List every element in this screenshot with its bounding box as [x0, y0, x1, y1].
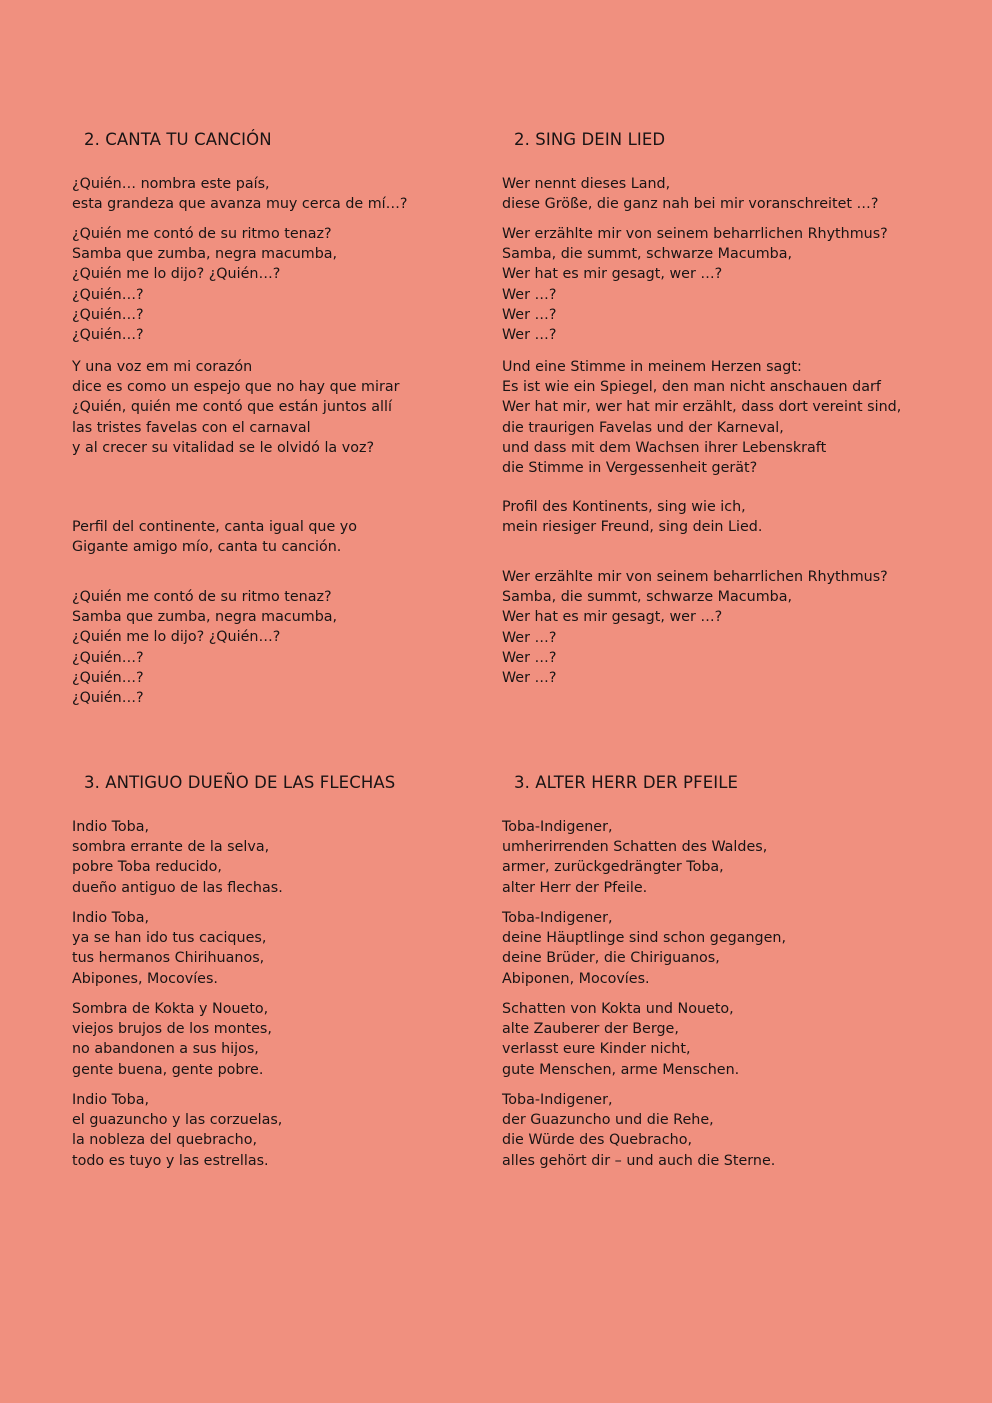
song2-es-title: 2. CANTA TU CANCIÓN	[84, 130, 272, 149]
stanza	[72, 999, 272, 1080]
stanza	[72, 587, 337, 708]
lyric-line: Sombra de Kokta y Noueto,	[72, 1001, 269, 1017]
lyric-line: Schatten von Kokta und Noueto,	[502, 1001, 734, 1017]
lyric-line: no abandonen a sus hijos,	[72, 1041, 259, 1058]
lyric-line: Es ist wie ein Spiegel, den man nicht anschauen darf	[502, 379, 881, 396]
lyric-line: Wer …?	[502, 326, 557, 343]
lyric-line: Indio Toba,	[72, 819, 150, 835]
stanza	[502, 817, 767, 898]
stanza	[502, 1090, 775, 1171]
lyric-line: Gigante amigo mío, canta tu canción.	[72, 539, 342, 556]
lyric-line: Wer erzählte mir von seinem beharrlichen Rhythmus?	[502, 226, 888, 242]
lyric-line: Samba que zumba, negra macumba,	[72, 246, 338, 263]
stanza	[502, 567, 888, 688]
song3-es-title: 3. ANTIGUO DUEÑO DE LAS FLECHAS	[84, 773, 396, 792]
song2-es-column	[72, 130, 472, 706]
lyric-line: Wer …?	[502, 306, 557, 323]
lyric-line: und dass mit dem Wachsen ihrer Lebenskraft	[502, 439, 827, 456]
lyric-line: deine Häuptlinge sind schon gegangen,	[502, 930, 786, 947]
lyric-line: Y una voz em mi corazón	[72, 359, 253, 375]
lyric-line: die Würde des Quebracho,	[502, 1132, 693, 1149]
stanza	[72, 174, 408, 214]
lyric-line: Wer hat mir, wer hat mir erzählt, dass dort vereint sind,	[502, 399, 902, 416]
stanza	[502, 497, 762, 537]
song2-de-title: 2. SING DEIN LIED	[514, 130, 666, 149]
lyric-line: Wer hat es mir gesagt, wer …?	[502, 609, 723, 626]
lyric-line: mein riesiger Freund, sing dein Lied.	[502, 519, 763, 536]
lyric-line: ¿Quién me lo dijo? ¿Quién…?	[72, 629, 281, 646]
lyric-line: Indio Toba,	[72, 910, 150, 926]
lyric-line: die traurigen Favelas und der Karneval,	[502, 419, 784, 436]
lyric-line: viejos brujos de los montes,	[72, 1021, 272, 1038]
lyric-line: Indio Toba,	[72, 1092, 150, 1108]
lyric-line: Wer erzählte mir von seinem beharrlichen Rhythmus?	[502, 569, 888, 585]
lyric-line: der Guazuncho und die Rehe,	[502, 1112, 714, 1129]
lyric-line: armer, zurückgedrängter Toba,	[502, 859, 724, 876]
lyric-line: Samba que zumba, negra macumba,	[72, 609, 338, 626]
lyric-line: ¿Quién…?	[72, 326, 144, 343]
lyric-line: Abipones, Mocovíes.	[72, 970, 218, 987]
lyric-line: ¿Quién…?	[72, 649, 144, 666]
lyric-line: die Stimme in Vergessenheit gerät?	[502, 459, 758, 476]
lyric-line: diese Größe, die ganz nah bei mir voranschreitet …?	[502, 196, 879, 213]
stanza	[502, 174, 878, 214]
stanza	[72, 357, 399, 458]
lyric-line: Wer …?	[502, 629, 557, 646]
stanza	[502, 908, 786, 989]
lyric-line: Wer …?	[502, 649, 557, 666]
lyric-line: pobre Toba reducido,	[72, 859, 222, 876]
stanza	[72, 224, 337, 345]
lyric-line: Samba, die summt, schwarze Macumba,	[502, 246, 793, 263]
lyric-line: las tristes favelas con el carnaval	[72, 419, 311, 436]
lyric-line: Wer …?	[502, 669, 557, 686]
stanza	[72, 1090, 282, 1171]
lyric-line: Perfil del continente, canta igual que yo	[72, 519, 358, 535]
lyric-line: ¿Quién…?	[72, 286, 144, 303]
lyric-line: Wer hat es mir gesagt, wer …?	[502, 266, 723, 283]
lyric-line: ya se han ido tus caciques,	[72, 930, 267, 947]
lyric-line: dueño antiguo de las flechas.	[72, 879, 283, 896]
lyric-line: el guazuncho y las corzuelas,	[72, 1112, 283, 1129]
song3-de-title: 3. ALTER HERR DER PFEILE	[514, 773, 739, 792]
lyric-line: ¿Quién…?	[72, 306, 144, 323]
lyric-line: tus hermanos Chirihuanos,	[72, 950, 265, 967]
lyric-line: Toba-Indigener,	[502, 910, 613, 926]
lyric-line: umherirrenden Schatten des Waldes,	[502, 839, 768, 856]
lyric-line: gute Menschen, arme Menschen.	[502, 1061, 740, 1078]
lyric-line: alter Herr der Pfeile.	[502, 879, 648, 896]
lyric-line: verlasst eure Kinder nicht,	[502, 1041, 691, 1058]
lyric-line: Und eine Stimme in meinem Herzen sagt:	[502, 359, 802, 375]
lyric-line: Toba-Indigener,	[502, 1092, 613, 1108]
lyric-line: Profil des Kontinents, sing wie ich,	[502, 499, 746, 515]
lyric-line: ¿Quién me contó de su ritmo tenaz?	[72, 589, 332, 605]
lyric-line: ¿Quién me contó de su ritmo tenaz?	[72, 226, 332, 242]
song3-es-column	[72, 773, 472, 1169]
stanza	[72, 908, 266, 989]
stanza	[502, 224, 888, 345]
lyric-line: dice es como un espejo que no hay que mirar	[72, 379, 400, 396]
lyric-line: ¿Quién…?	[72, 689, 144, 706]
lyric-line: Wer nennt dieses Land,	[502, 176, 671, 192]
lyric-line: ¿Quién me lo dijo? ¿Quién…?	[72, 266, 281, 283]
lyric-line: Wer …?	[502, 286, 557, 303]
lyric-line: alles gehört dir – und auch die Sterne.	[502, 1152, 776, 1169]
stanza	[72, 517, 357, 557]
lyric-line: ¿Quién… nombra este país,	[72, 176, 270, 192]
lyric-line: la nobleza del quebracho,	[72, 1132, 257, 1149]
song3-de-column	[502, 773, 902, 1169]
lyric-line: gente buena, gente pobre.	[72, 1061, 264, 1078]
lyric-line: sombra errante de la selva,	[72, 839, 270, 856]
stanza	[72, 817, 283, 898]
lyric-line: ¿Quién…?	[72, 669, 144, 686]
lyric-line: deine Brüder, die Chiriguanos,	[502, 950, 720, 967]
lyric-line: todo es tuyo y las estrellas.	[72, 1152, 269, 1169]
lyric-line: alte Zauberer der Berge,	[502, 1021, 679, 1038]
lyric-line: y al crecer su vitalidad se le olvidó la voz?	[72, 439, 375, 456]
lyric-line: ¿Quién, quién me contó que están juntos allí	[72, 399, 392, 416]
stanza	[502, 357, 901, 478]
stanza	[502, 999, 739, 1080]
lyric-line: Abiponen, Mocovíes.	[502, 970, 650, 987]
song2-de-column	[502, 130, 902, 686]
lyric-line: Toba-Indigener,	[502, 819, 613, 835]
lyric-line: esta grandeza que avanza muy cerca de mí…?	[72, 196, 408, 213]
lyric-line: Samba, die summt, schwarze Macumba,	[502, 589, 793, 606]
